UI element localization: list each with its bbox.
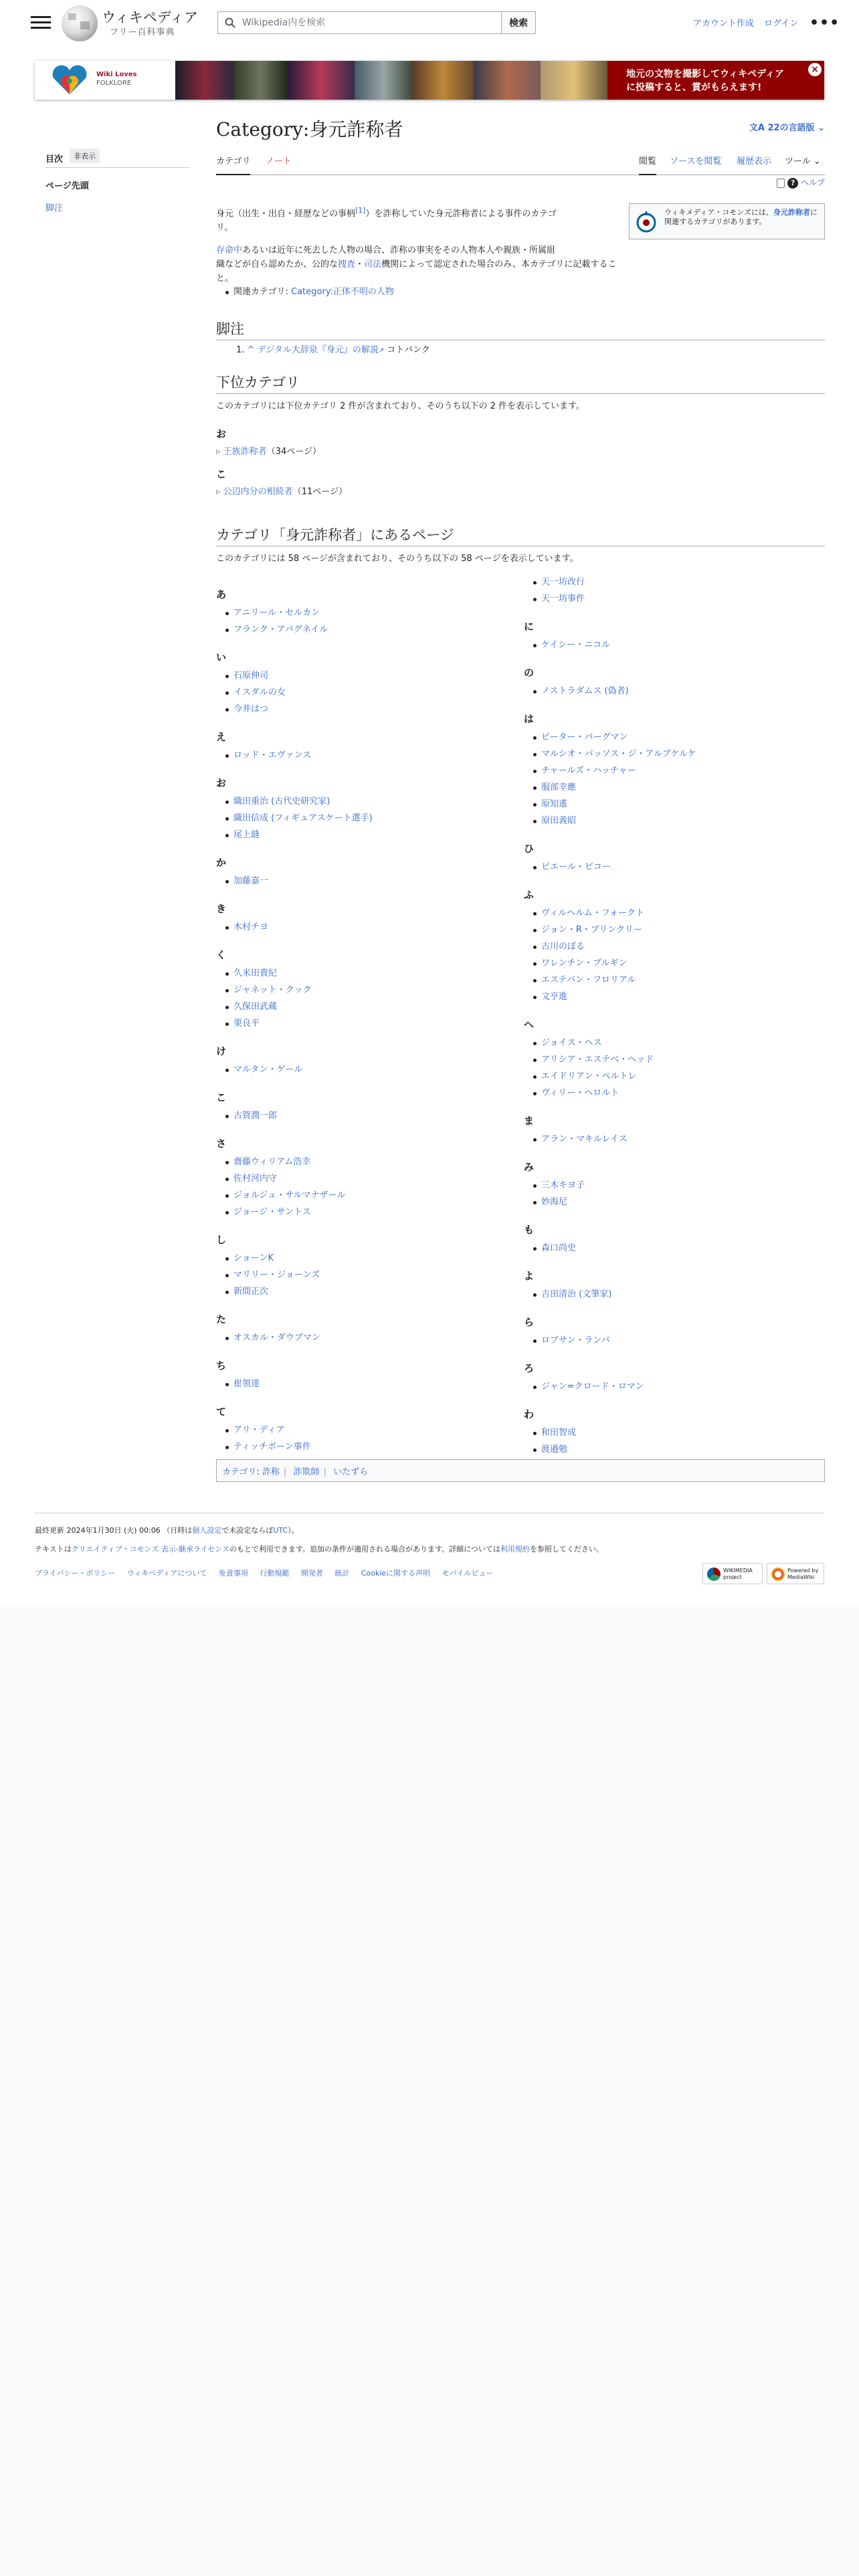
category-links-box: カテゴリ: 詐称 | 詐欺師 | いたずら xyxy=(216,1459,825,1482)
pages-heading: カテゴリ「身元詐称者」にあるページ xyxy=(216,524,825,546)
banner-photo xyxy=(355,61,412,100)
subcategories-description: このカテゴリには下位カテゴリ 2 件が含まれており、そのうち以下の 2 件を表示しています。 xyxy=(216,401,585,411)
subcategory-link[interactable]: 公辺内分の相続者 xyxy=(223,487,293,497)
index-letter: へ xyxy=(524,1018,535,1031)
page-link[interactable]: ジョン・R・ブリンクリー xyxy=(541,925,642,935)
page-link[interactable]: ヴィルヘルム・フォークト xyxy=(541,908,645,918)
page-link[interactable]: ジャン=クロード・ロマン xyxy=(541,1382,644,1392)
login-link[interactable]: ログイン xyxy=(764,19,799,29)
footnote-1: 1. ^ デジタル大辞泉『身元』の解説↗ コトバンク xyxy=(236,345,430,355)
category-link[interactable]: 詐欺師 xyxy=(293,1467,320,1477)
campaign-banner[interactable] xyxy=(35,61,824,100)
toc-title: 目次 xyxy=(45,154,64,165)
page-link[interactable]: 新間正次 xyxy=(233,1287,269,1297)
page-link[interactable]: ノストラダムス (偽者) xyxy=(541,686,629,696)
toc-hide-button[interactable]: 非表示 xyxy=(70,148,100,163)
page-link[interactable]: ワレンチン・ブルギン xyxy=(541,958,628,968)
footnote-source-link[interactable]: デジタル大辞泉『身元』の解説 xyxy=(257,345,379,355)
divider xyxy=(45,167,190,168)
index-letter: に xyxy=(524,621,535,633)
commons-icon xyxy=(635,209,658,235)
banner-photo xyxy=(474,61,541,100)
tab-view-source[interactable]: ソースを閲覧 xyxy=(670,156,722,167)
page-link[interactable]: 古川のぼる xyxy=(541,942,585,952)
page-link[interactable]: ジャネット・クック xyxy=(233,985,312,995)
site-tagline: フリー百科事典 xyxy=(110,27,175,37)
banner-call-to-action[interactable]: 地元の文物を撮影してウィキペディア に投稿すると、賞がもらえます! xyxy=(607,61,824,100)
page-link[interactable]: アリ・ディア xyxy=(233,1425,285,1435)
page-link[interactable]: イスダルの女 xyxy=(233,687,286,697)
page-link[interactable]: 織田重治 (古代史研究家) xyxy=(233,796,330,807)
footer-links xyxy=(35,1568,503,1578)
criteria-paragraph: 存命中あるいは近年に死去した人物の場合、詐称の事実をその人物本人や親族・所属組 織などが自ら認めたか、公的な捜査・司法機関によって認定された場合のみ、本カテゴリに記載すること。 xyxy=(216,245,617,284)
page-link[interactable]: 織田信成 (フィギュアスケート選手) xyxy=(233,813,373,823)
page-link[interactable]: 尾上縫 xyxy=(233,830,260,840)
footer-link[interactable]: ウィキペディアについて xyxy=(126,1569,207,1578)
page-link[interactable]: ティッチボーン事件 xyxy=(233,1442,311,1452)
notes-heading: 脚注 xyxy=(216,318,825,340)
wikimedia-icon xyxy=(707,1568,721,1581)
page-link[interactable]: 渡邉勉 xyxy=(541,1444,568,1455)
page-link[interactable]: ロブサン・ランパ xyxy=(541,1335,610,1346)
page-link[interactable]: オスカル・ダウブマン xyxy=(233,1333,320,1343)
page-link[interactable]: チャールズ・ハッチャー xyxy=(541,766,636,776)
page-link[interactable]: 森口尚史 xyxy=(541,1243,577,1253)
license-link[interactable]: クリエイティブ・コモンズ 表示-継承ライセンス xyxy=(71,1545,229,1553)
intro-paragraph: 身元（出生・出自・経歴などの事柄[1]）を詐称していた身元詐称者による事件のカテゴ リ。 xyxy=(216,206,557,233)
search-input[interactable] xyxy=(241,12,495,33)
create-account-link[interactable]: アカウント作成 xyxy=(693,19,754,29)
index-letter: こ xyxy=(216,1091,227,1103)
license-text: テキストはクリエイティブ・コモンズ 表示-継承ライセンスのもとで利用できます。追加の条件が適用される場合があります。詳細については利用規約を参照してください。 xyxy=(35,1545,603,1553)
search-icon xyxy=(225,17,235,28)
wiki-loves-folklore-text: Wiki Loves FOLKLORE xyxy=(96,71,137,87)
index-letter: き xyxy=(216,903,227,915)
index-letter: ひ xyxy=(524,843,535,855)
index-letter: さ xyxy=(216,1138,227,1150)
page-link[interactable]: 吉田清治 (文筆家) xyxy=(541,1289,612,1299)
page-link[interactable]: 原知遙 xyxy=(541,799,568,809)
page-link[interactable]: 久保田武蔵 xyxy=(233,1002,278,1012)
index-letter: く xyxy=(216,949,227,961)
index-letter: て xyxy=(216,1406,227,1418)
index-letter: は xyxy=(524,713,535,725)
footer-link[interactable]: 行動規範 xyxy=(260,1569,290,1578)
wiki-loves-folklore-logo-icon xyxy=(48,64,91,97)
last-modified: 最終更新 2024年1月30日 (火) 00:06 （日時は個人設定で未設定ならばUTC）。 xyxy=(35,1526,299,1535)
page-link[interactable]: アリシア・エステベ・ヘッド xyxy=(541,1055,654,1065)
page-link[interactable]: アラン・マキルレイス xyxy=(541,1134,628,1144)
index-letter: た xyxy=(216,1313,227,1325)
index-letter: よ xyxy=(524,1270,535,1282)
wikimedia-badge[interactable]: WIKIMEDIA project xyxy=(702,1563,763,1584)
index-letter: お xyxy=(216,777,227,789)
investigation-link[interactable]: 捜査 xyxy=(338,259,356,270)
indicators xyxy=(777,177,825,189)
external-link-icon: ↗ xyxy=(378,347,385,354)
page-title: Category:身元詐称者 xyxy=(216,118,403,140)
banner-photo xyxy=(412,61,474,100)
page-link[interactable]: マリリー・ジョーンズ xyxy=(233,1270,320,1280)
index-letter: も xyxy=(524,1224,535,1236)
help-icon[interactable]: ? xyxy=(787,178,798,189)
tab-talk[interactable]: ノート xyxy=(266,156,292,167)
commons-box: ウィキメディア・コモンズには、身元詐称者に関連するカテゴリがあります。 xyxy=(629,203,825,239)
banner-photo xyxy=(541,61,607,100)
mediawiki-icon xyxy=(771,1568,785,1581)
utc-link[interactable]: UTC xyxy=(273,1526,288,1535)
index-letter: し xyxy=(216,1234,227,1246)
footnote-backlink[interactable]: ^ xyxy=(247,345,255,355)
close-icon[interactable]: × xyxy=(808,63,822,76)
wikipedia-logo-icon[interactable] xyxy=(62,5,98,41)
terms-link[interactable]: 利用規約 xyxy=(500,1545,530,1553)
page-link[interactable]: 崔領達 xyxy=(233,1379,260,1389)
living-link[interactable]: 存命中 xyxy=(216,245,243,255)
search-box xyxy=(217,11,502,34)
page-link[interactable]: 久米田貴紀 xyxy=(233,968,278,978)
index-letter: の xyxy=(524,667,535,679)
page-link[interactable]: ピエール・ピコー xyxy=(541,862,611,872)
page-link[interactable]: アニリール・セルカン xyxy=(233,608,320,618)
index-letter: い xyxy=(216,651,227,663)
page-link[interactable]: 服部幸應 xyxy=(541,782,577,792)
tools-menu[interactable]: ツール ⌄ xyxy=(785,156,821,167)
page-link[interactable]: 今井はつ xyxy=(233,704,269,714)
subcategory-item xyxy=(216,444,321,457)
lock-icon xyxy=(777,179,785,188)
expand-icon[interactable]: ▹ xyxy=(216,447,223,457)
subcategory-link[interactable]: 王族詐称者 xyxy=(223,447,267,457)
page-link[interactable]: 齋藤ウィリアム浩幸 xyxy=(233,1157,311,1167)
page-link[interactable]: 加藤嘉一 xyxy=(233,876,269,886)
index-letter: ち xyxy=(216,1360,227,1372)
page-link[interactable]: 文亨進 xyxy=(541,992,568,1002)
page-link[interactable]: 天一坊事件 xyxy=(541,594,585,604)
subcategory-letter: こ xyxy=(216,468,227,480)
help-link[interactable]: ヘルプ xyxy=(800,178,825,187)
index-letter: わ xyxy=(524,1408,535,1420)
categories-link[interactable]: カテゴリ xyxy=(222,1467,257,1477)
tab-category[interactable]: カテゴリ xyxy=(216,152,250,175)
page-link[interactable]: 天一坊改行 xyxy=(541,577,585,587)
page-link[interactable]: 木村チヨ xyxy=(233,922,269,932)
page-link[interactable]: 佐村河内守 xyxy=(233,1174,278,1184)
site-header xyxy=(0,0,859,47)
index-letter: ろ xyxy=(524,1362,535,1374)
subcategory-count: （11ページ） xyxy=(292,487,347,497)
translate-icon: 文A xyxy=(749,123,765,133)
site-wordmark[interactable]: ウィキペディア xyxy=(102,9,199,25)
banner-photo xyxy=(175,61,234,100)
index-letter: ま xyxy=(524,1115,535,1127)
footer-link[interactable]: 統計 xyxy=(335,1569,350,1578)
footer-link[interactable]: 開発者 xyxy=(300,1569,323,1578)
toc-item-notes[interactable]: 脚注 xyxy=(45,203,64,213)
index-letter: み xyxy=(524,1161,535,1173)
toc-item-top[interactable]: ページ先頭 xyxy=(45,181,89,191)
page-link[interactable]: ジョルジュ・サルマナザール xyxy=(233,1190,346,1200)
footer-link[interactable]: モバイルビュー xyxy=(442,1569,494,1578)
pages-description: このカテゴリには 58 ページが含まれており、そのうち以下の 58 ページを表示しています。 xyxy=(216,554,579,564)
related-category-link[interactable]: Category:正体不明の人物 xyxy=(291,287,394,297)
footer-link[interactable]: 免責事項 xyxy=(218,1569,248,1578)
page-link[interactable]: 古賀潤一郎 xyxy=(233,1111,278,1121)
subcategory-item xyxy=(216,484,347,497)
index-letter: え xyxy=(216,731,227,743)
menu-icon[interactable] xyxy=(31,13,51,33)
preferences-link[interactable]: 個人設定 xyxy=(192,1526,222,1535)
page-link[interactable]: ロッド・エヴァンス xyxy=(233,750,312,760)
banner-photo xyxy=(288,61,355,100)
tab-read[interactable]: 閲覧 xyxy=(639,152,656,175)
chevron-down-icon: ⌄ xyxy=(818,123,825,133)
page-link[interactable]: マルシオ・パッソス・ジ・アルブケルケ xyxy=(541,749,696,759)
search-button[interactable]: 検索 xyxy=(501,11,536,34)
related-category: 関連カテゴリ: Category:正体不明の人物 xyxy=(233,287,394,297)
language-button[interactable]: 文A 22の言語版 ⌄ xyxy=(749,123,825,133)
page-link[interactable]: 三木キヨ子 xyxy=(541,1180,585,1190)
page-link[interactable]: ヴィリー・ヘロルト xyxy=(541,1088,619,1098)
page-tabs xyxy=(216,152,825,175)
page-link[interactable]: ジョイス・ヘス xyxy=(541,1038,602,1048)
tab-history[interactable]: 履歴表示 xyxy=(737,156,772,167)
page-link[interactable]: エステバン・フロリアル xyxy=(541,975,636,985)
footer-link[interactable]: プライバシー・ポリシー xyxy=(35,1569,116,1578)
subcategory-count: （34ページ） xyxy=(266,447,321,457)
category-link[interactable]: いたずら xyxy=(333,1467,369,1477)
page-link[interactable]: マルタン・ゲール xyxy=(233,1065,303,1075)
reference-link[interactable]: [1] xyxy=(355,206,366,215)
page-link[interactable]: ケイシー・ニコル xyxy=(541,640,611,650)
index-letter: ふ xyxy=(524,889,535,901)
banner-photo xyxy=(234,61,288,100)
chevron-down-icon: ⌄ xyxy=(813,156,821,167)
subcategory-letter: お xyxy=(216,428,227,440)
page-link[interactable]: 栗良平 xyxy=(233,1018,260,1029)
page-link[interactable]: ショーンK xyxy=(233,1253,274,1263)
page-link[interactable]: 石原伸司 xyxy=(233,671,269,681)
expand-icon[interactable]: ▹ xyxy=(216,487,223,497)
footer-link[interactable]: Cookieに関する声明 xyxy=(361,1569,431,1578)
page-link[interactable]: 妙海尼 xyxy=(541,1197,568,1207)
page-link[interactable]: フランク・アバグネイル xyxy=(233,625,328,635)
mediawiki-badge[interactable]: Powered by MediaWiki xyxy=(767,1563,824,1584)
page-link[interactable]: エイドリアン・ペルトレ xyxy=(541,1071,637,1081)
commons-link[interactable]: 身元詐称者 xyxy=(773,208,810,217)
category-link[interactable]: 詐称 xyxy=(262,1467,280,1477)
index-letter: け xyxy=(216,1045,227,1057)
page-link[interactable]: 和田智成 xyxy=(541,1428,577,1438)
index-letter: あ xyxy=(216,588,227,601)
more-options-icon[interactable]: ••• xyxy=(809,15,840,31)
page-link[interactable]: ピーター・バーグマン xyxy=(541,732,628,742)
index-letter: か xyxy=(216,857,227,869)
judiciary-link[interactable]: 司法 xyxy=(364,259,382,270)
subcategories-heading: 下位カテゴリ xyxy=(216,372,825,394)
page-link[interactable]: 原田義昭 xyxy=(541,816,577,826)
page-link[interactable]: ジョージ・サントス xyxy=(233,1207,311,1217)
index-letter: ら xyxy=(524,1316,535,1328)
